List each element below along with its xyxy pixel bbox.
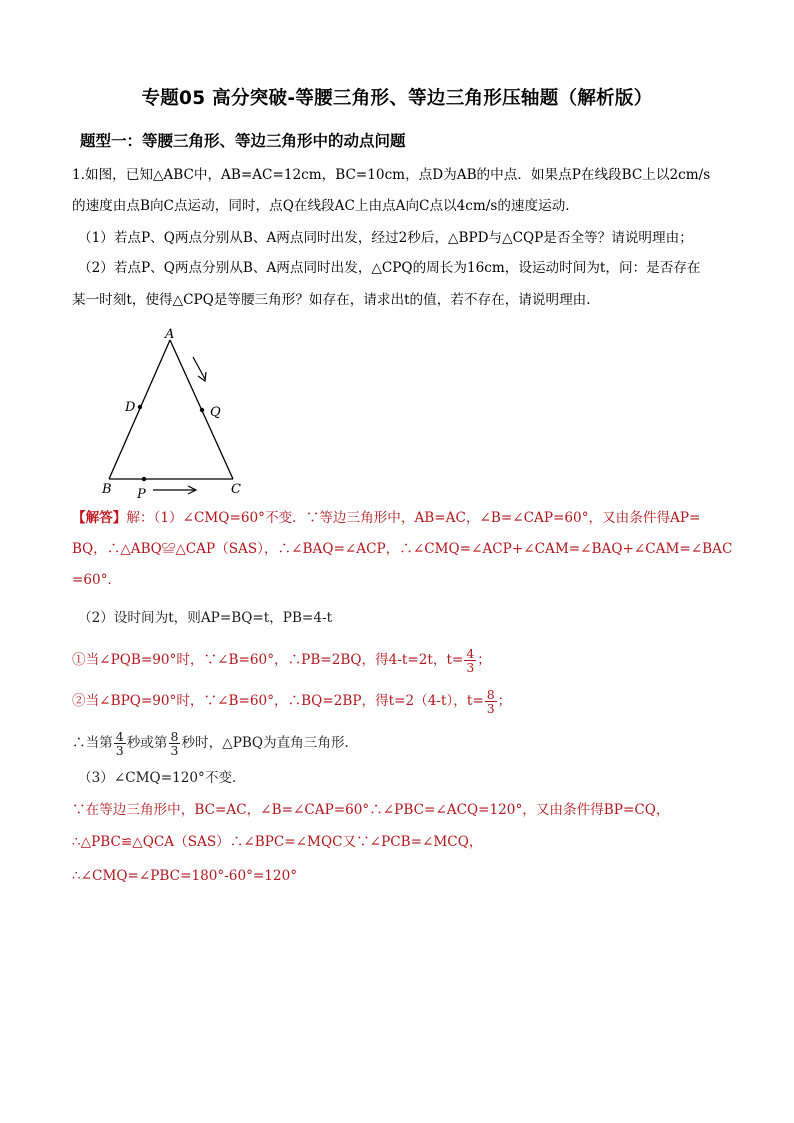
case-2-text: ②当∠BPQ=90°时，∵∠B=60°，∴BQ=2BP，得t=2（4-t），t= [72,693,484,709]
section-heading: 题型一：等腰三角形、等边三角形中的动点问题 [80,132,406,150]
conclusion-text-a: ∴当第 [72,735,113,751]
case-1-text: ①当∠PQB=90°时，∵∠B=60°，∴PB=2BQ，得4-t=2t，t= [72,652,464,668]
fraction-denominator: 3 [115,743,124,758]
conclusion-text-c: 秒时，△PBQ为直角三角形． [181,735,359,751]
solution-line-1 [72,508,700,528]
fraction-4-3 [464,647,476,674]
side-ab [109,340,170,479]
fraction-numerator: 4 [115,729,124,744]
fraction-8-3 [169,730,181,757]
case-2-end: ； [497,693,512,709]
fraction-numerator: 8 [170,729,179,744]
case-1-end: ； [477,652,491,668]
label-b: B [102,482,112,497]
problem-part-2-cont: 某一时刻t，使得△CPQ是等腰三角形？如存在，请求出t的值，若不存在，请说明理由． [72,292,600,308]
label-d: D [125,400,136,415]
fraction-8-3 [485,688,497,715]
arrow-a-to-c [193,357,205,379]
label-a: A [165,327,175,342]
fraction-numerator: 8 [486,687,495,702]
case-1-line [72,647,491,674]
fraction-numerator: 4 [466,646,475,661]
solution-part-3-line-2: ∴△PBC≌△QCA（SAS）∴∠BPC=∠MQC又∵∠PCB=∠MCQ， [72,834,483,850]
problem-line-1: 1.如图，已知△ABC中，AB=AC=12cm，BC=10cm，点D为AB的中点．如果点P在线段BC上以2cm/s [72,167,711,183]
problem-part-2: （2）若点P、Q两点分别从B、A两点同时出发，△CPQ的周长为16cm，设运动时间为t，问：是否存在 [78,260,701,276]
point-d [138,405,142,409]
solution-part-3: （3）∠CMQ=120°不变． [78,770,246,786]
case-2-line [72,688,511,715]
solution-line-3: =60°． [72,572,122,588]
solution-part-2: （2）设时间为t，则AP=BQ=t，PB=4-t [78,610,333,626]
problem-line-2: 的速度由点B向C点运动，同时，点Q在线段AC上由点A向C点以4cm/s的速度运动． [72,198,579,214]
problem-part-1: （1）若点P、Q两点分别从B、A两点同时出发，经过2秒后，△BPD与△CQP是否全等？请说明理由； [78,230,693,246]
label-p: P [137,487,146,500]
page-title: 专题05 高分突破-等腰三角形、等边三角形压轴题（解析版） [141,88,653,109]
solution-part-1a: 解：（1）∠CMQ=60°不变．∵等边三角形中，AB=AC，∠B=∠CAP=60°，又由条件得AP= [126,510,701,526]
label-q: Q [210,405,221,420]
label-c: C [231,482,241,497]
solution-tag: 【解答】 [72,510,127,526]
fraction-denominator: 3 [170,743,179,758]
fraction-denominator: 3 [466,660,475,675]
conclusion-text-b: 秒或第 [126,735,168,751]
fraction-4-3 [114,730,126,757]
solution-part-3-line-3: ∴∠CMQ=∠PBC=180°-60°=120° [72,868,298,884]
solution-part-3-line-1: ∵在等边三角形中，BC=AC，∠B=∠CAP=60°∴∠PBC=∠ACQ=120°，又由条件得BP=CQ， [72,802,670,818]
solution-line-2: BQ，∴△ABQ≌△CAP（SAS），∴∠BAQ=∠ACP，∴∠CMQ=∠ACP+∠CAM=∠BAQ+∠CAM=∠BAC [72,541,733,557]
fraction-denominator: 3 [486,701,495,716]
point-q [200,408,204,412]
conclusion-line [72,730,358,757]
point-p [142,477,146,481]
triangle-figure [95,322,260,500]
